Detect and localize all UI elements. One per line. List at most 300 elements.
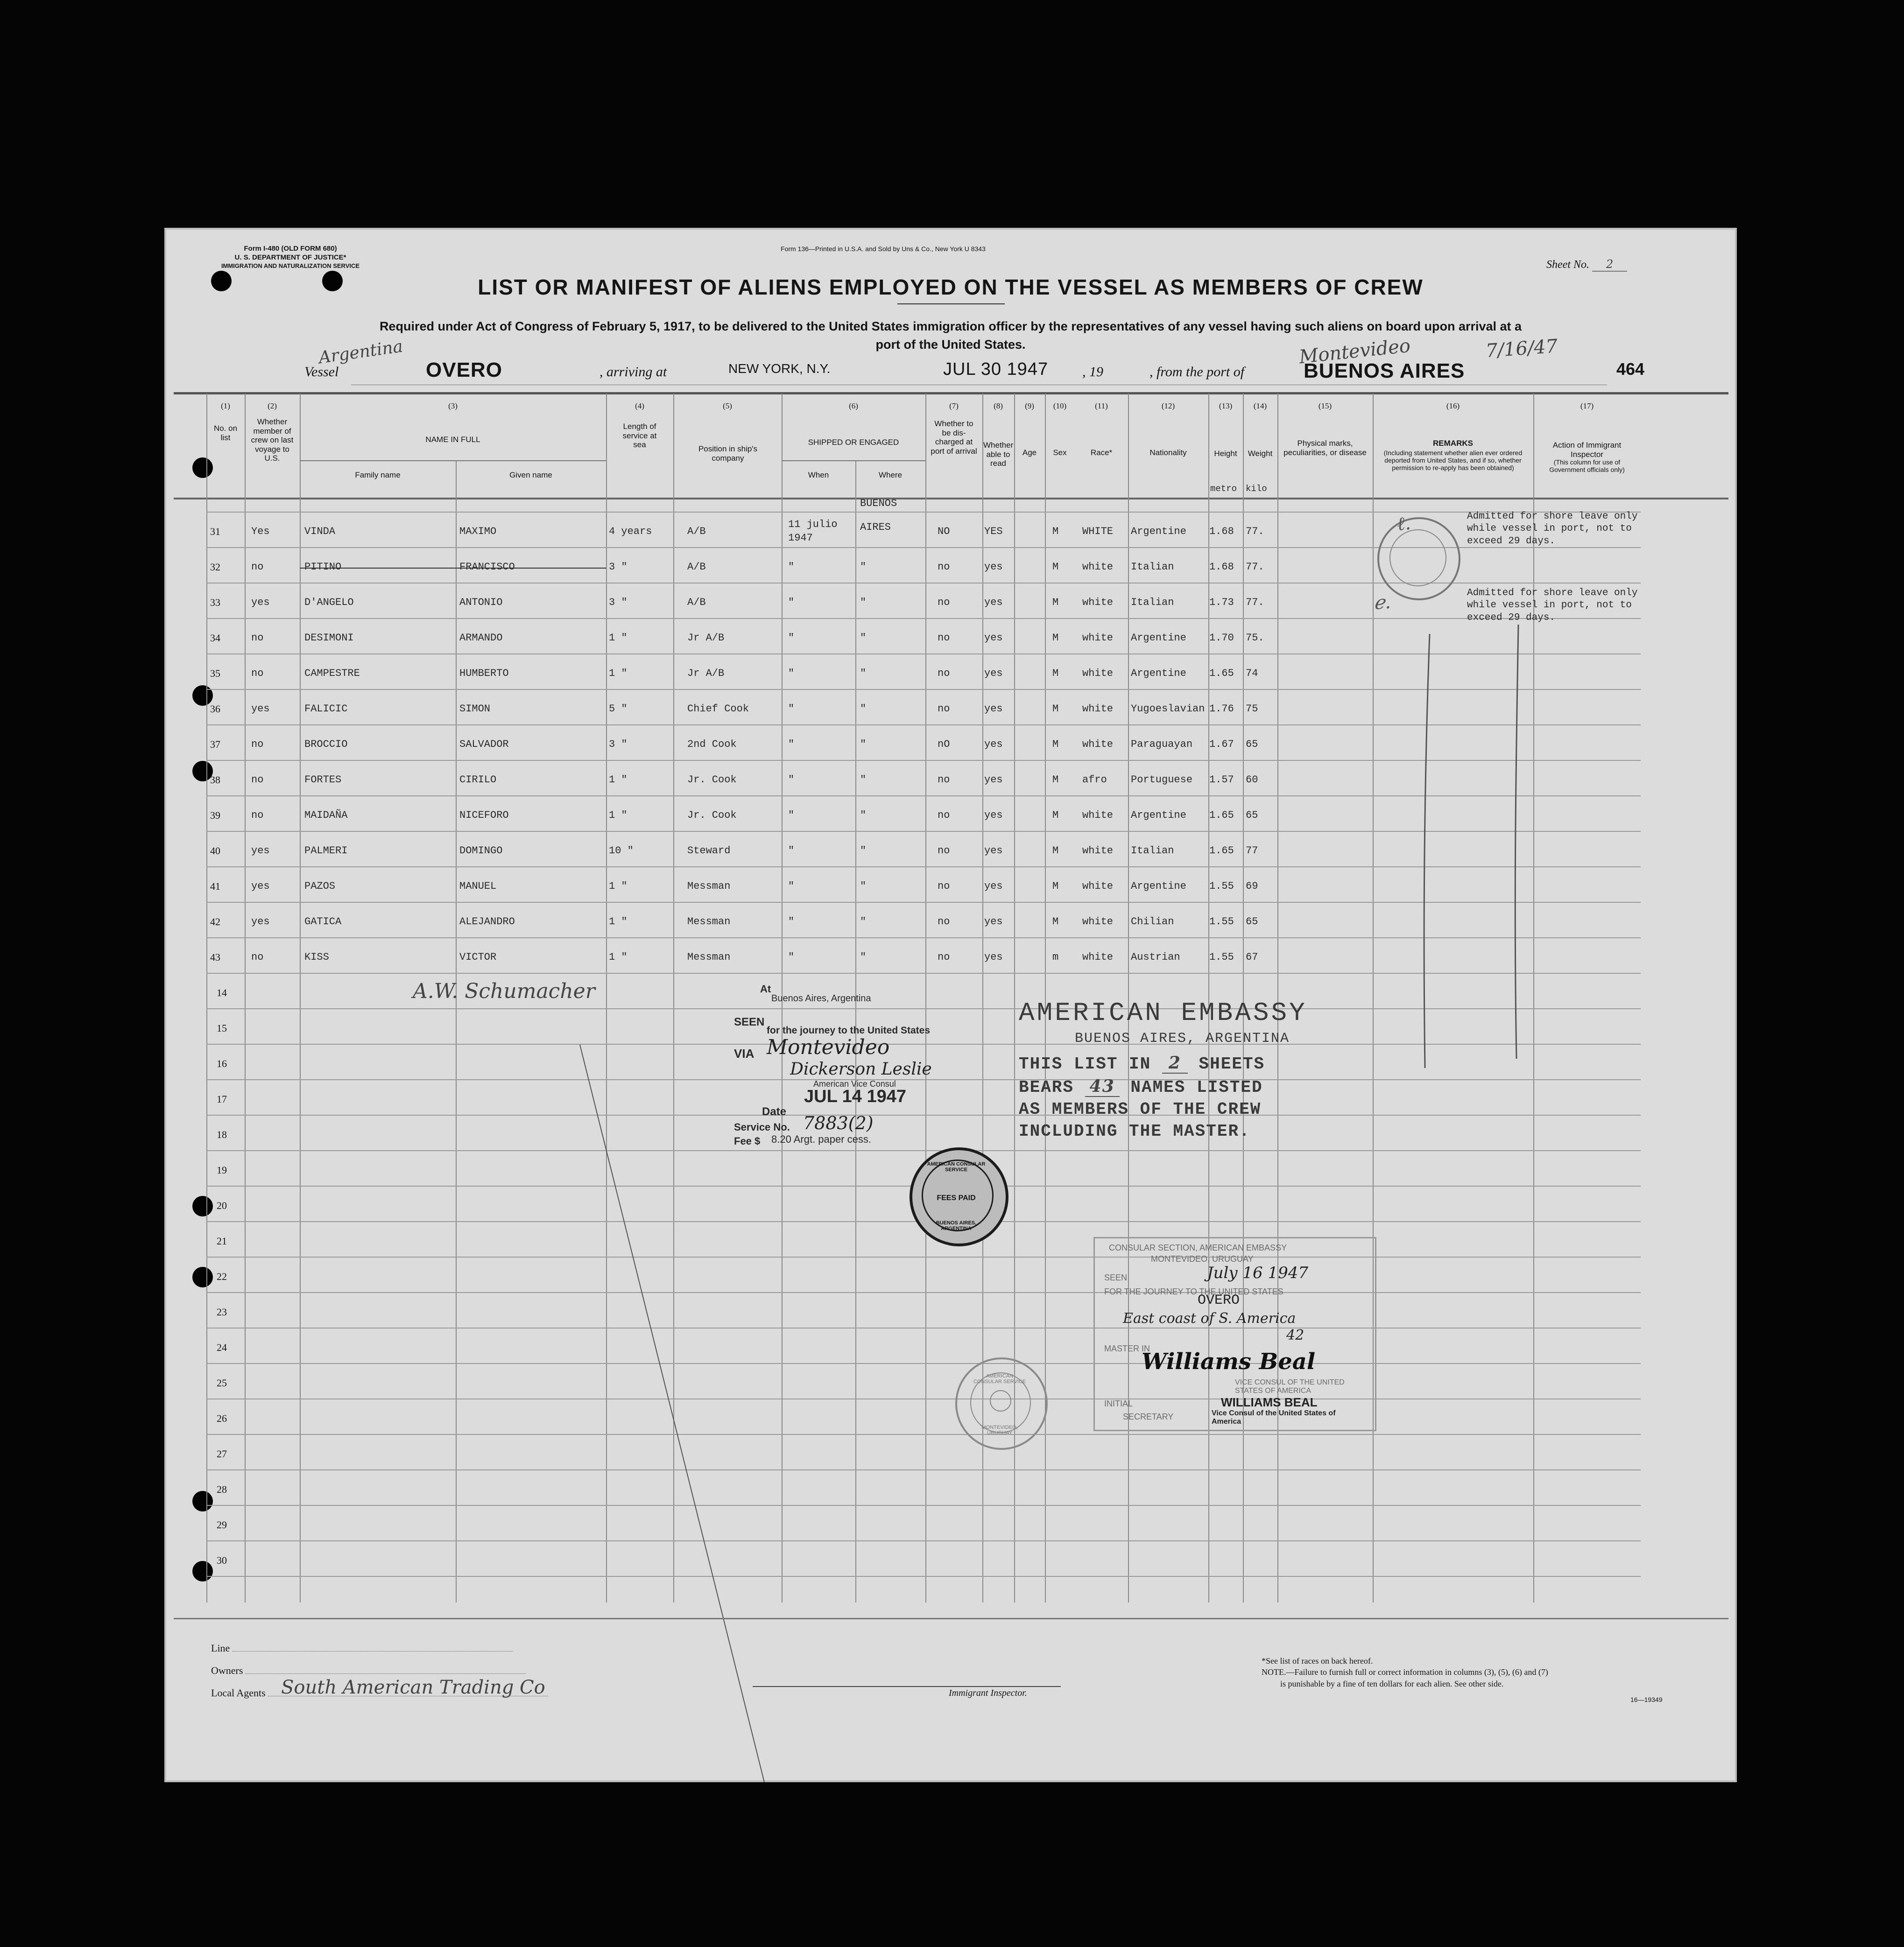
col-hdr-family-name: Family name bbox=[355, 471, 401, 479]
service-name: IMMIGRATION AND NATURALIZATION SERVICE bbox=[221, 262, 360, 269]
mv-count-hand: 42 bbox=[1286, 1327, 1305, 1343]
crew-height: 1.68 bbox=[1209, 526, 1234, 537]
crew-given-name: SIMON bbox=[459, 703, 491, 715]
empty-row-number: 29 bbox=[217, 1519, 227, 1531]
crew-discharged: no bbox=[938, 597, 950, 608]
crew-race: white bbox=[1082, 597, 1114, 608]
col-hdr-name: NAME IN FULL bbox=[425, 435, 480, 444]
department: U. S. DEPARTMENT OF JUSTICE* bbox=[234, 253, 346, 261]
crew-length-service: 1 " bbox=[609, 916, 628, 928]
crew-race: white bbox=[1082, 738, 1114, 750]
crew-sex: M bbox=[1052, 632, 1059, 644]
crew-sex: M bbox=[1052, 597, 1059, 608]
crew-sex: m bbox=[1052, 951, 1059, 963]
crew-height: 1.67 bbox=[1209, 738, 1234, 750]
crew-family-name: DESIMONI bbox=[304, 632, 354, 644]
crew-shipped-where: BUENOS AIRES bbox=[860, 498, 897, 533]
crew-weight: 75. bbox=[1246, 632, 1264, 644]
arriving-at: NEW YORK, N.Y. bbox=[728, 361, 831, 376]
empty-row-number: 16 bbox=[217, 1058, 227, 1069]
mv-master: MASTER IN bbox=[1104, 1344, 1150, 1353]
montevideo-seal bbox=[955, 1357, 1048, 1450]
crew-height: 1.65 bbox=[1209, 809, 1234, 821]
crew-shipped-when: " bbox=[788, 703, 795, 715]
crew-nationality: Italian bbox=[1131, 597, 1174, 608]
col-hdr-no: No. on list bbox=[213, 424, 238, 442]
row-rule bbox=[206, 1469, 1641, 1470]
footer-top-rule bbox=[174, 1618, 1728, 1619]
crew-last-voyage: no bbox=[251, 668, 264, 679]
crew-able-read: yes bbox=[984, 951, 1003, 963]
vessel-label: Vessel bbox=[304, 364, 339, 380]
crew-nationality: Italian bbox=[1131, 561, 1174, 573]
empty-row-number: 22 bbox=[217, 1271, 227, 1282]
crew-height: 1.55 bbox=[1209, 916, 1234, 928]
crew-able-read: yes bbox=[984, 561, 1003, 573]
crew-list-number: 41 bbox=[210, 880, 220, 892]
empty-row-number: 19 bbox=[217, 1164, 227, 1176]
embassy-sheets-suffix: SHEETS bbox=[1199, 1054, 1265, 1074]
crew-given-name: MANUEL bbox=[459, 880, 497, 892]
mv-vessel: OVERO bbox=[1198, 1293, 1240, 1308]
crew-given-name: DOMINGO bbox=[459, 845, 503, 857]
col-num-11: (11) bbox=[1095, 401, 1108, 410]
sheet-number bbox=[1546, 258, 1627, 271]
crew-discharged: NO bbox=[938, 526, 950, 537]
crew-position: Jr A/B bbox=[687, 668, 725, 679]
crew-weight: 69 bbox=[1246, 880, 1258, 892]
crew-shipped-when: " bbox=[788, 880, 795, 892]
empty-row-number: 30 bbox=[217, 1554, 227, 1566]
col-num-9: (9) bbox=[1025, 401, 1034, 410]
crew-race: white bbox=[1082, 668, 1114, 679]
port-label: , from the port of bbox=[1149, 364, 1245, 380]
crew-length-service: 1 " bbox=[609, 809, 628, 821]
crew-last-voyage: yes bbox=[251, 703, 270, 715]
crew-able-read: yes bbox=[984, 845, 1003, 857]
footer-line-label: Line bbox=[211, 1642, 230, 1654]
crew-shipped-where: " bbox=[860, 738, 867, 750]
crew-given-name: ARMANDO bbox=[459, 632, 503, 644]
mv-route-hand: East coast of S. America bbox=[1123, 1310, 1296, 1327]
crew-given-name: CIRILO bbox=[459, 774, 497, 786]
empty-row-number: 24 bbox=[217, 1342, 227, 1353]
col-num-10: (10) bbox=[1053, 401, 1067, 410]
mv-seal-bottom: MONTEVIDEO, URUGUAY bbox=[981, 1425, 1018, 1436]
mv-line-1: CONSULAR SECTION, AMERICAN EMBASSY bbox=[1109, 1243, 1287, 1252]
embassy-sheets-label: THIS LIST IN bbox=[1019, 1054, 1151, 1074]
crew-shipped-when: 11 julio 1947 bbox=[788, 519, 838, 544]
footer-note-2: NOTE.—Failure to furnish full or correct information in columns (3), (5), (6) and (7) bbox=[1262, 1667, 1548, 1677]
row-rule bbox=[206, 1257, 1641, 1258]
col-num-13: (13) bbox=[1219, 401, 1233, 410]
col-num-1: (1) bbox=[221, 401, 230, 410]
crew-shipped-when: " bbox=[788, 597, 795, 608]
crew-length-service: 3 " bbox=[609, 738, 628, 750]
punch-hole bbox=[192, 1491, 213, 1511]
crew-able-read: yes bbox=[984, 738, 1003, 750]
crew-nationality: Argentine bbox=[1131, 668, 1186, 679]
crew-discharged: no bbox=[938, 703, 950, 715]
crew-sex: M bbox=[1052, 774, 1059, 786]
crew-discharged: no bbox=[938, 561, 950, 573]
crew-shipped-where: " bbox=[860, 668, 867, 679]
crew-list-number: 32 bbox=[210, 561, 220, 573]
crew-length-service: 1 " bbox=[609, 951, 628, 963]
row-rule bbox=[206, 1505, 1641, 1506]
crew-given-name: FRANCISCO bbox=[459, 561, 515, 573]
crew-weight: 65 bbox=[1246, 738, 1258, 750]
crew-able-read: yes bbox=[984, 668, 1003, 679]
punch-hole bbox=[192, 1267, 213, 1287]
fees-paid-seal bbox=[910, 1147, 1008, 1246]
crew-weight: 77. bbox=[1246, 597, 1264, 608]
crew-family-name: BROCCIO bbox=[304, 738, 348, 750]
col-num-16: (16) bbox=[1446, 401, 1460, 410]
col-line bbox=[245, 394, 246, 1603]
crew-sex: M bbox=[1052, 916, 1059, 928]
crew-nationality: Italian bbox=[1131, 845, 1174, 857]
crew-list-number: 36 bbox=[210, 703, 220, 715]
departure-port: BUENOS AIRES bbox=[1304, 359, 1465, 382]
crew-height: 1.55 bbox=[1209, 880, 1234, 892]
row-rule bbox=[206, 1576, 1641, 1577]
empty-row-number: 15 bbox=[217, 1022, 227, 1034]
empty-row-number: 14 bbox=[217, 987, 227, 998]
empty-row-number: 20 bbox=[217, 1200, 227, 1211]
mv-seen: SEEN bbox=[1104, 1273, 1128, 1282]
crew-family-name: KISS bbox=[304, 951, 329, 963]
crew-weight: 77 bbox=[1246, 845, 1258, 857]
strikethrough bbox=[300, 568, 606, 569]
title-rule bbox=[897, 303, 1005, 304]
crew-position: Jr A/B bbox=[687, 632, 725, 644]
crew-family-name: D'ANGELO bbox=[304, 597, 354, 608]
mv-secretary: SECRETARY bbox=[1123, 1412, 1174, 1421]
crew-last-voyage: yes bbox=[251, 845, 270, 857]
crew-nationality: Yugoeslavian bbox=[1131, 703, 1205, 715]
mv-official-1: VICE CONSUL OF THE UNITED STATES OF AMERICA bbox=[1235, 1378, 1345, 1395]
remark-1: Admitted for shore leave only while vessel in port, not to exceed 29 days. bbox=[1467, 511, 1638, 547]
crew-family-name: PAZOS bbox=[304, 880, 336, 892]
mv-line-2: MONTEVIDEO, URUGUAY bbox=[1151, 1254, 1254, 1264]
crew-list-number: 33 bbox=[210, 597, 220, 608]
crew-family-name: FORTES bbox=[304, 774, 342, 786]
stamp-via: VIA bbox=[734, 1047, 755, 1061]
crew-position: Messman bbox=[687, 880, 731, 892]
crew-length-service: 5 " bbox=[609, 703, 628, 715]
crew-position: A/B bbox=[687, 597, 706, 608]
embassy-line-2: BUENOS AIRES, ARGENTINA bbox=[1074, 1031, 1290, 1047]
embassy-sheets-count: 2 bbox=[1162, 1053, 1188, 1074]
arriving-label: , arriving at bbox=[599, 364, 667, 380]
crew-position: Messman bbox=[687, 951, 731, 963]
crew-shipped-where: " bbox=[860, 703, 867, 715]
stamp-date: JUL 14 1947 bbox=[804, 1087, 907, 1106]
crew-family-name: FALICIC bbox=[304, 703, 348, 715]
subheader-rule bbox=[300, 460, 606, 461]
crew-able-read: yes bbox=[984, 774, 1003, 786]
col-num-3: (3) bbox=[448, 401, 458, 410]
crew-height: 1.57 bbox=[1209, 774, 1234, 786]
crew-given-name: MAXIMO bbox=[459, 526, 497, 537]
fees-paid-seal-bottom: BUENOS AIRES, ARGENTINA bbox=[936, 1220, 977, 1231]
crew-nationality: Paraguayan bbox=[1131, 738, 1193, 750]
crew-shipped-when: " bbox=[788, 916, 795, 928]
height-unit: metro bbox=[1210, 484, 1237, 494]
crew-race: white bbox=[1082, 561, 1114, 573]
crew-shipped-when: " bbox=[788, 561, 795, 573]
crew-length-service: 3 " bbox=[609, 561, 628, 573]
crew-height: 1.70 bbox=[1209, 632, 1234, 644]
crew-discharged: no bbox=[938, 880, 950, 892]
crew-height: 1.65 bbox=[1209, 668, 1234, 679]
crew-height: 1.68 bbox=[1209, 561, 1234, 573]
mv-journey: FOR THE JOURNEY TO THE UNITED STATES bbox=[1104, 1287, 1283, 1296]
subtitle-line-2: port of the United States. bbox=[875, 337, 1026, 352]
crew-weight: 74 bbox=[1246, 668, 1258, 679]
crew-race: white bbox=[1082, 880, 1114, 892]
crew-list-number: 34 bbox=[210, 632, 220, 644]
embassy-names-count: 43 bbox=[1085, 1076, 1120, 1097]
crew-length-service: 1 " bbox=[609, 668, 628, 679]
stamp-fee-label: Fee $ bbox=[734, 1135, 761, 1147]
form-header-left bbox=[206, 245, 374, 270]
crew-length-service: 3 " bbox=[609, 597, 628, 608]
subtitle-line-1: Required under Act of Congress of February 5, 1917, to be delivered to the United States immigration officer by the representatives of any vessel having such aliens on board upon arrival at a bbox=[379, 319, 1522, 333]
crew-list-number: 39 bbox=[210, 809, 220, 821]
crew-position: Chief Cook bbox=[687, 703, 749, 715]
crew-length-service: 10 " bbox=[609, 845, 634, 857]
crew-shipped-when: " bbox=[788, 845, 795, 857]
col-num-8: (8) bbox=[994, 401, 1003, 410]
crew-last-voyage: no bbox=[251, 738, 264, 750]
header-bottom-rule bbox=[174, 498, 1728, 499]
embassy-line-5: AS MEMBERS OF THE CREW bbox=[1019, 1100, 1262, 1119]
mv-date-hand: July 16 1947 bbox=[1207, 1264, 1309, 1282]
crew-position: Steward bbox=[687, 845, 731, 857]
fees-paid-text: FEES PAID bbox=[937, 1194, 976, 1202]
crew-discharged: nO bbox=[938, 738, 950, 750]
crew-shipped-where: " bbox=[860, 845, 867, 857]
punch-hole bbox=[192, 1196, 213, 1216]
embassy-line-6: INCLUDING THE MASTER. bbox=[1019, 1122, 1250, 1141]
col-hdr-age: Age bbox=[1022, 448, 1037, 457]
crew-able-read: yes bbox=[984, 880, 1003, 892]
crew-list-number: 35 bbox=[210, 668, 220, 679]
sheet-value: 2 bbox=[1592, 258, 1627, 272]
col-hdr-read: Whether able to read bbox=[983, 441, 1014, 468]
crew-shipped-when: " bbox=[788, 668, 795, 679]
crew-discharged: no bbox=[938, 951, 950, 963]
crew-discharged: no bbox=[938, 668, 950, 679]
footer-code: 16—19349 bbox=[1630, 1696, 1663, 1703]
crew-able-read: YES bbox=[984, 526, 1003, 537]
date-handwritten: 7/16/47 bbox=[1485, 335, 1558, 362]
remark-signature-2: ℯ. bbox=[1373, 591, 1391, 614]
row-rule bbox=[206, 1363, 1641, 1364]
crew-sex: M bbox=[1052, 561, 1059, 573]
crew-position: Jr. Cook bbox=[687, 809, 737, 821]
crew-discharged: no bbox=[938, 632, 950, 644]
crew-last-voyage: no bbox=[251, 632, 264, 644]
crew-nationality: Argentine bbox=[1131, 632, 1186, 644]
crew-shipped-when: " bbox=[788, 632, 795, 644]
fees-paid-seal-top: AMERICAN CONSULAR SERVICE bbox=[927, 1161, 986, 1173]
crew-race: white bbox=[1082, 809, 1114, 821]
crew-last-voyage: no bbox=[251, 809, 264, 821]
crew-family-name: VINDA bbox=[304, 526, 336, 537]
crew-given-name: VICTOR bbox=[459, 951, 497, 963]
crew-weight: 67 bbox=[1246, 951, 1258, 963]
page-number: 464 bbox=[1616, 359, 1645, 379]
manifest-sheet bbox=[164, 228, 1737, 1782]
footer-agents-label: Local Agents bbox=[211, 1687, 266, 1699]
col-hdr-discharged: Whether to be dis-charged at port of arrival bbox=[931, 419, 977, 456]
crew-list-number: 37 bbox=[210, 738, 220, 750]
crew-family-name: MAIDAÑA bbox=[304, 809, 348, 821]
crew-shipped-where: " bbox=[860, 774, 867, 786]
col-line bbox=[300, 394, 301, 1603]
col-hdr-inspector-note: (This column for use of Government officials only) bbox=[1549, 458, 1625, 474]
stamp-place: Buenos Aires, Argentina bbox=[771, 993, 871, 1004]
crew-shipped-where: " bbox=[860, 809, 867, 821]
page-title: LIST OR MANIFEST OF ALIENS EMPLOYED ON THE VESSEL AS MEMBERS OF CREW bbox=[478, 275, 1424, 299]
empty-row-number: 26 bbox=[217, 1413, 227, 1424]
port-handwritten: Montevideo bbox=[1298, 335, 1412, 368]
crew-shipped-when: " bbox=[788, 951, 795, 963]
embassy-line-3 bbox=[1019, 1053, 1346, 1074]
footer-notes bbox=[1262, 1655, 1548, 1689]
col-hdr-length-service: Length of service at sea bbox=[622, 422, 657, 450]
col-hdr-when: When bbox=[808, 471, 829, 479]
col-num-14: (14) bbox=[1253, 401, 1267, 410]
crew-last-voyage: Yes bbox=[251, 526, 270, 537]
crew-family-name: GATICA bbox=[304, 916, 342, 928]
crew-weight: 75 bbox=[1246, 703, 1258, 715]
col-hdr-where: Where bbox=[878, 471, 903, 479]
crew-weight: 65 bbox=[1246, 809, 1258, 821]
col-num-17: (17) bbox=[1580, 401, 1594, 410]
crew-list-number: 31 bbox=[210, 526, 220, 537]
crew-position: Messman bbox=[687, 916, 731, 928]
mv-official-title: Vice Consul of the United States of America bbox=[1212, 1409, 1336, 1426]
col-num-6: (6) bbox=[849, 401, 858, 410]
weight-unit: kilo bbox=[1246, 484, 1267, 494]
crew-length-service: 1 " bbox=[609, 632, 628, 644]
consular-visa-stamp bbox=[734, 983, 977, 1179]
montevideo-stamp bbox=[1093, 1237, 1376, 1431]
crew-height: 1.65 bbox=[1209, 845, 1234, 857]
agents-handwritten: South American Trading Co bbox=[281, 1677, 545, 1698]
stamp-via-hand: Montevideo bbox=[767, 1035, 890, 1059]
crew-list-number: 42 bbox=[210, 916, 220, 928]
crew-given-name: SALVADOR bbox=[459, 738, 509, 750]
crew-nationality: Austrian bbox=[1131, 951, 1180, 963]
stamp-service-label: Service No. bbox=[734, 1121, 790, 1133]
col-line bbox=[206, 394, 207, 1603]
embassy-line-4 bbox=[1019, 1076, 1346, 1097]
crew-discharged: no bbox=[938, 845, 950, 857]
crew-last-voyage: no bbox=[251, 951, 264, 963]
sheet-label: Sheet No. bbox=[1546, 259, 1589, 271]
crew-length-service: 1 " bbox=[609, 774, 628, 786]
crew-list-number: 43 bbox=[210, 951, 220, 963]
crew-weight: 77. bbox=[1246, 526, 1264, 537]
crew-able-read: yes bbox=[984, 916, 1003, 928]
embassy-names-suffix: NAMES LISTED bbox=[1130, 1078, 1263, 1097]
crew-race: white bbox=[1082, 703, 1114, 715]
crew-last-voyage: no bbox=[251, 561, 264, 573]
col-hdr-remarks-note: (Including statement whether alien ever ordered deported from United States, and if so, whether permission to re-apply has been obtained) bbox=[1383, 449, 1523, 472]
crew-position: A/B bbox=[687, 561, 706, 573]
table-top-rule bbox=[174, 392, 1728, 394]
crew-position: A/B bbox=[687, 526, 706, 537]
vessel-name: OVERO bbox=[426, 358, 502, 381]
crew-position: Jr. Cook bbox=[687, 774, 737, 786]
col-hdr-given-name: Given name bbox=[509, 471, 552, 479]
crew-list-number: 40 bbox=[210, 845, 220, 857]
printer-line: Form 136—Printed in U.S.A. and Sold by Uns & Co., New York U 8343 bbox=[781, 245, 986, 253]
col-num-15: (15) bbox=[1318, 401, 1332, 410]
consular-seal-remarks bbox=[1377, 517, 1460, 600]
col-num-4: (4) bbox=[635, 401, 644, 410]
crew-race: WHITE bbox=[1082, 526, 1114, 537]
empty-row-number: 18 bbox=[217, 1129, 227, 1140]
stamp-vice-consul: American Vice Consul bbox=[813, 1079, 896, 1089]
crew-nationality: Argentine bbox=[1131, 526, 1186, 537]
punch-hole bbox=[192, 1561, 213, 1581]
empty-row-number: 27 bbox=[217, 1448, 227, 1460]
crew-last-voyage: yes bbox=[251, 597, 270, 608]
stamp-date-label: Date bbox=[762, 1105, 787, 1118]
crew-weight: 77. bbox=[1246, 561, 1264, 573]
crew-shipped-where: " bbox=[860, 561, 867, 573]
crew-sex: M bbox=[1052, 703, 1059, 715]
mv-seal-center bbox=[990, 1390, 1011, 1412]
col-hdr-nationality: Nationality bbox=[1149, 448, 1187, 457]
crew-discharged: no bbox=[938, 809, 950, 821]
stamp-service-no: 7883(2) bbox=[803, 1113, 874, 1133]
crew-given-name: ALEJANDRO bbox=[459, 916, 515, 928]
col-hdr-sex: Sex bbox=[1053, 448, 1067, 457]
remark-2: Admitted for shore leave only while vessel in port, not to exceed 29 days. bbox=[1467, 588, 1638, 623]
empty-row-number: 28 bbox=[217, 1483, 227, 1495]
crew-nationality: Chilian bbox=[1131, 916, 1174, 928]
crew-shipped-where: " bbox=[860, 632, 867, 644]
crew-family-name: CAMPESTRE bbox=[304, 668, 360, 679]
col-num-5: (5) bbox=[723, 401, 732, 410]
crew-nationality: Argentine bbox=[1131, 809, 1186, 821]
crew-family-name: PITINO bbox=[304, 561, 342, 573]
crew-sex: M bbox=[1052, 526, 1059, 537]
crew-discharged: no bbox=[938, 774, 950, 786]
year-label: , 19 bbox=[1082, 364, 1103, 380]
col-hdr-position: Position in ship's company bbox=[698, 444, 758, 463]
crew-given-name: ANTONIO bbox=[459, 597, 503, 608]
crew-shipped-where: " bbox=[860, 951, 867, 963]
crew-sex: M bbox=[1052, 845, 1059, 857]
stamp-seen: SEEN bbox=[734, 1016, 765, 1028]
stamp-journey: for the journey to the United States bbox=[767, 1025, 931, 1036]
stamp-at: At bbox=[760, 983, 771, 995]
crew-sex: M bbox=[1052, 809, 1059, 821]
col-hdr-shipped: SHIPPED OR ENGAGED bbox=[808, 438, 899, 447]
vessel-flag: Argentina bbox=[317, 337, 404, 368]
crew-shipped-where: " bbox=[860, 916, 867, 928]
embassy-stamp bbox=[1019, 998, 1346, 1141]
footer-note-3: is punishable by a fine of ten dollars for each alien. See other side. bbox=[1280, 1679, 1504, 1688]
